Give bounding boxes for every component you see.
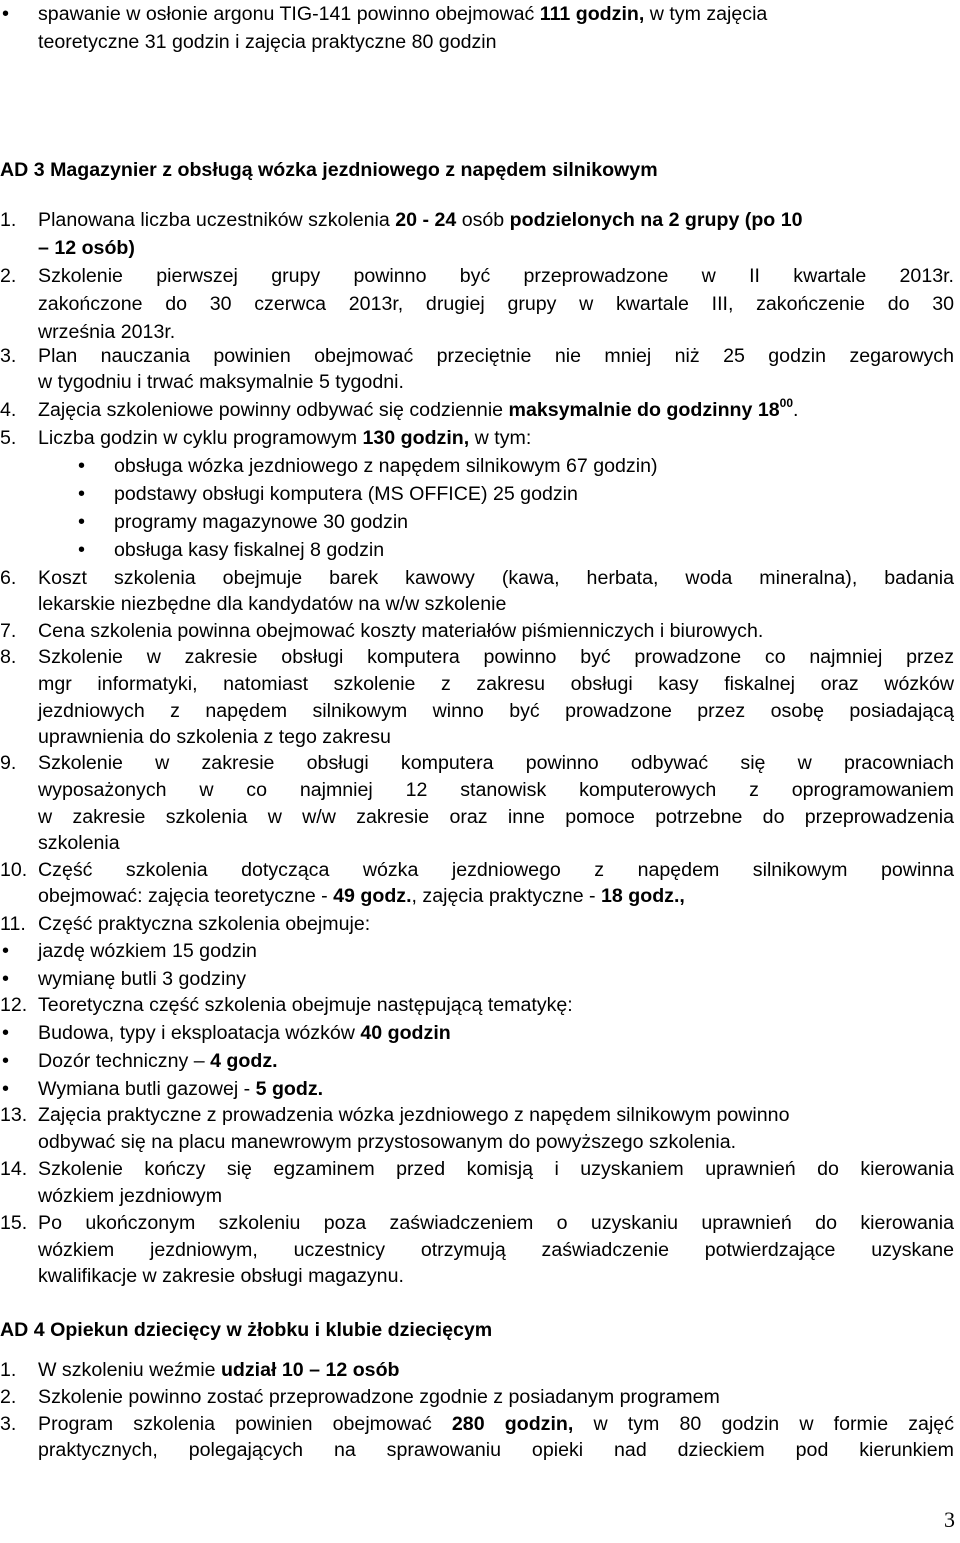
list-item-10 xyxy=(0,856,960,884)
item-number: 9. xyxy=(0,752,17,774)
bullet-icon: • xyxy=(2,1078,10,1100)
bullet-text: obsługa kasy fiskalnej 8 godzin xyxy=(114,539,385,561)
sub-bullet xyxy=(0,937,960,965)
item-text: obejmować: zajęcia teoretyczne - 49 godz., zajęcia praktyczne - 18 godz., xyxy=(38,885,685,907)
list-item-11 xyxy=(0,910,960,938)
sub-bullet xyxy=(0,452,960,480)
item-text: Szkolenie kończy się egzaminem przed komisją i uzyskaniem uprawnień do kierowania xyxy=(38,1158,954,1180)
item-number: 6. xyxy=(0,567,17,589)
item-number: 5. xyxy=(0,427,17,449)
list-item-12 xyxy=(0,991,960,1019)
item-number: 15. xyxy=(0,1212,28,1234)
list-item-9 xyxy=(0,749,960,777)
bullet-text: wymianę butli 3 godziny xyxy=(38,968,247,990)
item-number: 10. xyxy=(0,859,28,881)
bullet-text: podstawy obsługi komputera (MS OFFICE) 25 godzin xyxy=(114,483,578,505)
item-text: szkolenia xyxy=(38,832,120,854)
ad4-list-item-1 xyxy=(0,1356,960,1384)
list-item-1 xyxy=(0,206,960,234)
list-item-3-cont xyxy=(0,368,960,396)
page-number: 3 xyxy=(944,1507,955,1532)
item-number: 8. xyxy=(0,646,17,668)
item-text: Zajęcia szkoleniowe powinny odbywać się codziennie maksymalnie do godzinny $18^{00}$. xyxy=(38,396,799,421)
list-item-9-cont xyxy=(0,803,960,831)
sub-bullet xyxy=(0,1075,960,1103)
list-item-5 xyxy=(0,424,960,452)
item-text: praktycznych, polegających na sprawowaniu opieki nad dzieckiem pod kierunkiem xyxy=(38,1439,954,1461)
item-number: 13. xyxy=(0,1104,28,1126)
list-item-6-cont xyxy=(0,590,960,618)
ad4-list-item-3 xyxy=(0,1410,960,1438)
item-text: w tygodniu i trwać maksymalnie 5 tygodni. xyxy=(38,371,404,393)
list-item-15 xyxy=(0,1209,960,1237)
item-number: 3. xyxy=(0,345,17,367)
list-item-15-cont xyxy=(0,1262,960,1290)
item-text: – 12 osób) xyxy=(38,237,135,259)
bullet-text: spawanie w osłonie argonu TIG-141 powinno obejmować 111 godzin, w tym zajęcia xyxy=(38,3,768,25)
list-item-1-cont xyxy=(0,234,960,262)
list-item-13 xyxy=(0,1101,960,1129)
bullet-icon: • xyxy=(78,539,86,561)
list-item-13-cont xyxy=(0,1128,960,1156)
item-text: kwalifikacje w zakresie obsługi magazynu. xyxy=(38,1265,404,1287)
list-item-14 xyxy=(0,1155,960,1183)
item-text: Teoretyczna część szkolenia obejmuje następującą tematykę: xyxy=(38,994,573,1016)
item-text: jezdniowych z napędem silnikowym winno być prowadzone przez osobę posiadającą xyxy=(38,700,954,722)
item-text: Cena szkolenia powinna obejmować koszty materiałów piśmienniczych i biurowych. xyxy=(38,620,764,642)
list-item-8-cont xyxy=(0,723,960,751)
item-text: odbywać się na placu manewrowym przystosowanym do powyższego szkolenia. xyxy=(38,1131,737,1153)
item-text: Część szkolenia dotycząca wózka jezdniowego z napędem silnikowym powinna xyxy=(38,859,954,881)
item-number: 3. xyxy=(0,1413,17,1435)
item-text: Planowana liczba uczestników szkolenia 20 - 24 osób podzielonych na 2 grupy (po 10 xyxy=(38,209,803,231)
list-item-4 xyxy=(0,396,960,424)
item-text: W szkoleniu weźmie udział 10 – 12 osób xyxy=(38,1359,400,1381)
item-text: lekarskie niezbędne dla kandydatów na w/w szkolenie xyxy=(38,593,507,615)
bullet-text: teoretyczne 31 godzin i zajęcia praktyczne 80 godzin xyxy=(38,31,497,53)
list-item-9-cont xyxy=(0,829,960,857)
bullet-icon: • xyxy=(78,511,86,533)
item-number: 2. xyxy=(0,265,17,287)
list-item-3 xyxy=(0,342,960,370)
sub-bullet xyxy=(0,508,960,536)
bullet-icon: • xyxy=(2,1022,10,1044)
list-item-15-cont xyxy=(0,1236,960,1264)
bullet-text: Budowa, typy i eksploatacja wózków 40 godzin xyxy=(38,1022,451,1044)
list-item-6 xyxy=(0,564,960,592)
item-text: wózkiem jezdniowym, uczestnicy otrzymują zaświadczenie potwierdzające uzyskane xyxy=(38,1239,954,1261)
bullet-icon: • xyxy=(78,455,86,477)
item-text: Zajęcia praktyczne z prowadzenia wózka jezdniowego z napędem silnikowym powinno xyxy=(38,1104,790,1126)
sub-bullet xyxy=(0,965,960,993)
item-number: 1. xyxy=(0,1359,17,1381)
top-bullet-line-1 xyxy=(0,0,960,28)
section-heading-ad3: AD 3 Magazynier z obsługą wózka jezdniowego z napędem silnikowym xyxy=(0,159,658,181)
bullet-text: jazdę wózkiem 15 godzin xyxy=(38,940,257,962)
item-text: uprawnienia do szkolenia z tego zakresu xyxy=(38,726,391,748)
ad4-list-item-2 xyxy=(0,1383,960,1411)
item-number: 7. xyxy=(0,620,17,642)
sub-bullet xyxy=(0,1019,960,1047)
item-text: września 2013r. xyxy=(38,321,176,343)
ad4-list-item-3-cont xyxy=(0,1436,960,1464)
list-item-2-cont xyxy=(0,290,960,318)
item-number: 1. xyxy=(0,209,17,231)
item-text: Szkolenie powinno zostać przeprowadzone zgodnie z posiadanym programem xyxy=(38,1386,720,1408)
item-text: zakończone do 30 czerwca 2013r, drugiej grupy w kwartale III, zakończenie do 30 xyxy=(38,293,954,315)
bullet-icon: • xyxy=(2,1050,10,1072)
bullet-text: programy magazynowe 30 godzin xyxy=(114,511,409,533)
bullet-text: obsługa wózka jezdniowego z napędem silnikowym 67 godzin) xyxy=(114,455,658,477)
list-item-10-cont xyxy=(0,882,960,910)
list-item-8-cont xyxy=(0,697,960,725)
bullet-icon: • xyxy=(2,968,10,990)
section-heading-ad4: AD 4 Opiekun dziecięcy w żłobku i klubie dziecięcym xyxy=(0,1319,493,1341)
item-text: Plan nauczania powinien obejmować przeciętnie nie mniej niż 25 godzin zegarowych xyxy=(38,345,954,367)
item-text: wózkiem jezdniowym xyxy=(38,1185,223,1207)
item-text: Koszt szkolenia obejmuje barek kawowy (kawa, herbata, woda mineralna), badania xyxy=(38,567,954,589)
item-text: Program szkolenia powinien obejmować 280 godzin, w tym 80 godzin w formie zajęć xyxy=(38,1413,955,1435)
list-item-9-cont xyxy=(0,776,960,804)
item-text: w zakresie szkolenia w w/w zakresie oraz inne pomoce potrzebne do przeprowadzenia xyxy=(38,806,954,828)
list-item-14-cont xyxy=(0,1182,960,1210)
bullet-text: Dozór techniczny – 4 godz. xyxy=(38,1050,278,1072)
top-bullet-line-2 xyxy=(0,28,960,56)
item-number: 12. xyxy=(0,994,28,1016)
list-item-8 xyxy=(0,643,960,671)
item-number: 2. xyxy=(0,1386,17,1408)
item-number: 11. xyxy=(0,913,26,935)
list-item-7 xyxy=(0,617,960,645)
sub-bullet xyxy=(0,480,960,508)
list-item-8-cont xyxy=(0,670,960,698)
bullet-icon: • xyxy=(2,3,10,25)
item-text: Szkolenie w zakresie obsługi komputera powinno odbywać się w pracowniach xyxy=(38,752,954,774)
sub-bullet xyxy=(0,1047,960,1075)
item-text: Szkolenie w zakresie obsługi komputera powinno być prowadzone co najmniej przez xyxy=(38,646,954,668)
item-text: Szkolenie pierwszej grupy powinno być przeprowadzone w II kwartale 2013r. xyxy=(38,265,954,287)
bullet-icon: • xyxy=(78,483,86,505)
item-text: wyposażonych w co najmniej 12 stanowisk komputerowych z oprogramowaniem xyxy=(38,779,954,801)
item-text: Część praktyczna szkolenia obejmuje: xyxy=(38,913,371,935)
item-text: Liczba godzin w cyklu programowym 130 godzin, w tym: xyxy=(38,427,532,449)
list-item-2 xyxy=(0,262,960,290)
item-number: 4. xyxy=(0,399,17,421)
bullet-icon: • xyxy=(2,940,10,962)
item-text: Po ukończonym szkoleniu poza zaświadczeniem o uzyskaniu uprawnień do kierowania xyxy=(38,1212,954,1234)
sub-bullet xyxy=(0,536,960,564)
item-text: mgr informatyki, natomiast szkolenie z zakresu obsługi kasy fiskalnej oraz wózków xyxy=(38,673,954,695)
bullet-text: Wymiana butli gazowej - 5 godz. xyxy=(38,1078,324,1100)
item-number: 14. xyxy=(0,1158,28,1180)
